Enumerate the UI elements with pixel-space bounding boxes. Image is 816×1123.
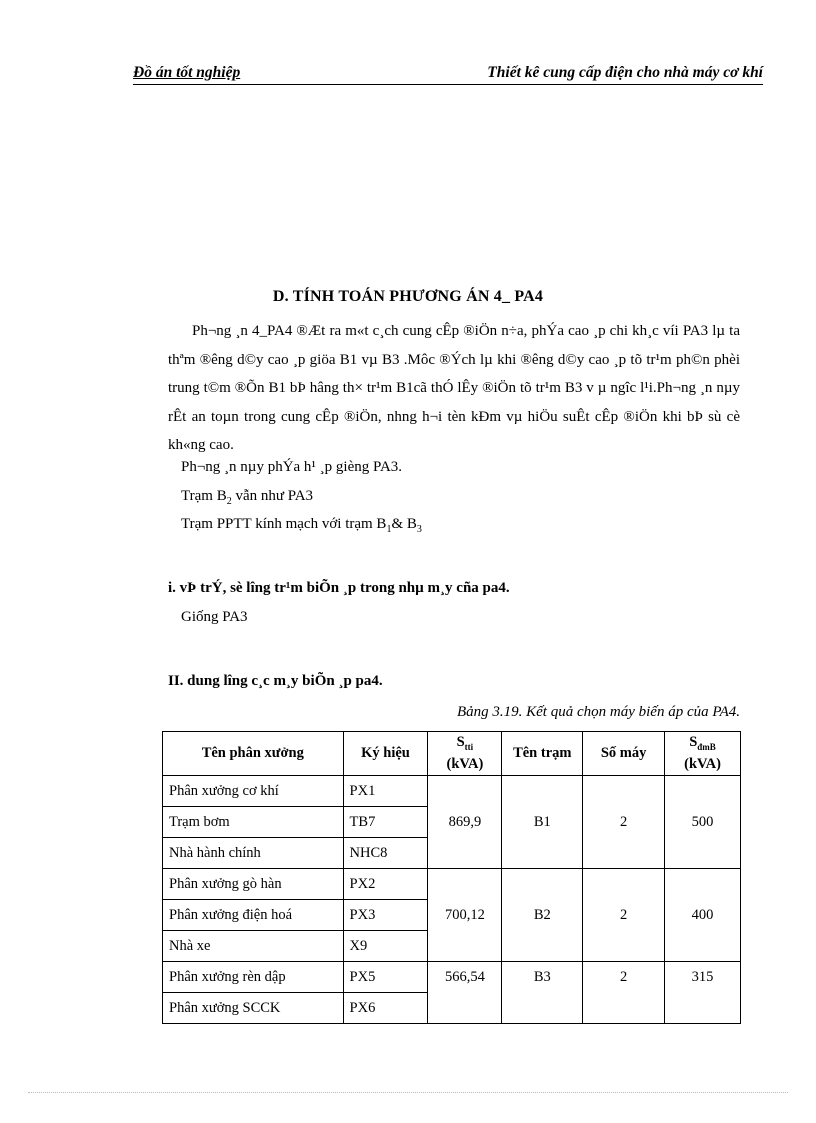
line2-subscript: 2 [226, 496, 232, 507]
workshop-name: Phân xưởng cơ khí [163, 776, 344, 807]
stti-symbol: S [456, 734, 465, 751]
intro-paragraph: Ph¬ng ¸n 4_PA4 ®Æt ra m«t c¸ch cung cÊp ®iÖn n÷a, phÝa cao ¸p chi kh¸c víi PA3 lµ ta thªm ®êng d©y cao ¸p giöa B1 vµ B3 .Môc ®Ých lµ khi ®êng d©y cao ¸p tõ tr¹m ph©n phèi trung t©m ®Õn B1 bÞ hâng th× tr¹m B1cã thÓ lÊy ®iÖn tõ tr¹m B3 v µ ngîc l¹i.Ph¬ng ¸n nµy rÊt an toµn trong cung cÊp ®iÖn, nhng h¬i tèn kÐm vµ hiÖu suÊt cÊp ®iÖn khi bÞ sù cè kh«ng cao. [168, 323, 740, 454]
section-i-heading: i. vÞ trÝ, sè lîng tr¹m biÕn ¸p trong nhµ m¸y cña pa4. [168, 580, 510, 596]
workshop-name: Phân xưởng rèn dập [163, 962, 344, 993]
group-stti: 566,54 [428, 962, 502, 1024]
sdmb-subscript: đmB [697, 741, 716, 752]
transformer-table [162, 731, 741, 1024]
header-stti [428, 732, 502, 776]
group-count: 2 [583, 776, 665, 869]
header-station: Tên trạm [502, 732, 583, 776]
workshop-code: PX5 [343, 962, 428, 993]
header-count: Số máy [583, 732, 665, 776]
line3-subscript-2: 3 [416, 524, 422, 535]
text-line-1: Ph¬ng ¸n nµy phÝa h¹ ¸p gièng PA3. [181, 459, 403, 475]
workshop-code: PX3 [343, 900, 428, 931]
group-station: B1 [502, 776, 583, 869]
table-header-row [163, 732, 741, 776]
workshop-code: NHC8 [343, 838, 428, 869]
text-line-2 [181, 488, 313, 507]
line2-prefix: Trạm B [181, 488, 227, 504]
table-row [163, 962, 741, 993]
header-sdmb [665, 732, 741, 776]
workshop-code: PX1 [343, 776, 428, 807]
section-ii-heading: II. dung lîng c¸c m¸y biÕn ¸p pa4. [168, 673, 383, 689]
group-stti: 700,12 [428, 869, 502, 962]
line3-prefix: Trạm PPTT kính mạch với trạm B [181, 516, 387, 532]
line2-suffix: vẫn như PA3 [231, 488, 314, 504]
workshop-name: Trạm bơm [163, 807, 344, 838]
group-station: B2 [502, 869, 583, 962]
group-sdmb: 400 [665, 869, 741, 962]
header-symbol: Ký hiệu [343, 732, 428, 776]
stti-subscript: tti [464, 741, 474, 752]
workshop-name: Phân xưởng điện hoá [163, 900, 344, 931]
sdmb-unit: (kVA) [684, 755, 721, 772]
section-i-body: Giống PA3 [181, 609, 248, 625]
group-stti: 869,9 [428, 776, 502, 869]
table-row [163, 776, 741, 807]
group-station: B3 [502, 962, 583, 1024]
workshop-code: X9 [343, 931, 428, 962]
group-count: 2 [583, 869, 665, 962]
line3-middle: & B [391, 516, 417, 532]
page-header [133, 62, 763, 85]
workshop-name: Nhà hành chính [163, 838, 344, 869]
workshop-code: PX2 [343, 869, 428, 900]
workshop-code: PX6 [343, 993, 428, 1024]
section-title: D. TÍNH TOÁN PHƯƠNG ÁN 4_ PA4 [272, 288, 544, 305]
page-bottom-divider [28, 1092, 788, 1093]
group-count: 2 [583, 962, 665, 1024]
stti-unit: (kVA) [446, 755, 484, 772]
workshop-name: Phân xưởng gò hàn [163, 869, 344, 900]
header-workshop-name: Tên phân xưởng [163, 732, 344, 776]
line3-subscript-1: 1 [386, 524, 392, 535]
workshop-name: Nhà xe [163, 931, 344, 962]
sdmb-symbol: S [689, 734, 698, 751]
header-right-title: Thiết kê cung cấp điện cho nhà máy cơ khí [487, 64, 763, 81]
workshop-code: TB7 [343, 807, 428, 838]
group-sdmb: 500 [665, 776, 741, 869]
group-sdmb: 315 [665, 962, 741, 1024]
text-line-3 [181, 516, 422, 535]
table-caption: Bảng 3.19. Kết quả chọn máy biến áp của PA4. [456, 704, 740, 720]
workshop-name: Phân xưởng SCCK [163, 993, 344, 1024]
header-left-title: Đồ án tốt nghiệp [133, 64, 241, 81]
table-row [163, 869, 741, 900]
